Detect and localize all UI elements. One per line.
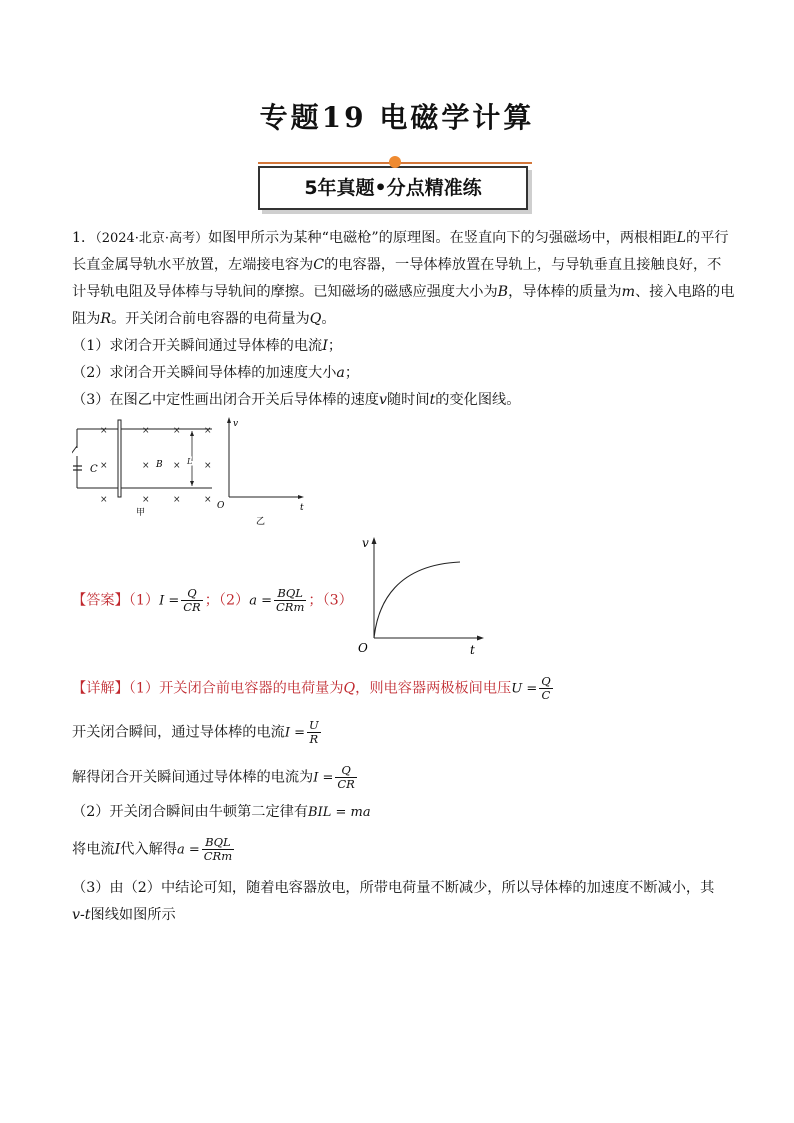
var-t: t	[429, 392, 436, 408]
var-v: v	[378, 392, 387, 408]
detail-line-3	[72, 764, 732, 791]
cross: ×	[204, 461, 212, 471]
section-banner	[258, 154, 532, 216]
detail-line-5	[72, 836, 732, 863]
detail-line-6	[72, 879, 732, 898]
problem-text: 。	[321, 311, 336, 327]
detail-fraction-2	[307, 719, 321, 746]
problem-text: 的电容器，一导体棒放置在导轨上，与导轨垂直且接触良好，不	[324, 257, 722, 273]
fraction-numerator: BQL	[274, 587, 306, 601]
detail-text: 代入解得	[120, 841, 177, 858]
detail-tag: 【详解】	[72, 680, 129, 697]
problem-source: （2024·北京·高考）	[95, 231, 209, 246]
var-vt: v-t	[72, 907, 91, 923]
var-I: I	[322, 338, 328, 354]
question-text: （1）求闭合开关瞬间通过导体棒的电流	[72, 338, 323, 354]
graph1-v-label: v	[233, 419, 239, 429]
var-a: a	[336, 365, 345, 381]
question-2	[72, 364, 732, 383]
answer-part-3: ；（3）	[308, 592, 353, 609]
detail-text: 解得闭合开关瞬间通过导体棒的电流为	[72, 769, 314, 786]
graph1-t-arrow	[298, 495, 304, 499]
caption-left: 甲	[136, 508, 146, 518]
fraction-denominator: CR	[183, 600, 201, 614]
problem-text: 。开关闭合前电容器的电荷量为	[111, 311, 310, 327]
question-3	[72, 391, 732, 410]
answer-fraction-1	[181, 587, 202, 614]
velocity-curve	[374, 562, 460, 638]
arrow-head-up	[190, 431, 194, 436]
problem-line-3	[72, 283, 735, 302]
var-L: L	[676, 230, 687, 246]
detail-text: （2）开关闭合瞬间由牛顿第二定律有	[72, 804, 309, 820]
cross: ×	[100, 495, 108, 505]
detail-eq: I =	[313, 770, 334, 786]
arrow-head-down	[190, 481, 194, 486]
answer-tag: 【答案】	[72, 592, 129, 609]
cross: ×	[204, 426, 212, 436]
detail-text: （3）由（2）中结论可知，随着电容器放电，所带电荷量不断减少，所以导体棒的加速度不断减小，其	[72, 880, 715, 896]
answer-eq-a: a =	[249, 593, 272, 609]
graph2-v-arrow	[372, 537, 377, 544]
detail-line-7	[72, 906, 732, 925]
var-I: I	[114, 841, 121, 858]
caption-right: 乙	[256, 517, 266, 527]
detail-line-1	[72, 675, 732, 702]
problem-text: 计导轨电阻及导体棒与导轨间的摩擦。已知磁场的磁感应强度大小为	[72, 284, 498, 300]
detail-line-2	[72, 719, 732, 746]
fraction-denominator: CRm	[276, 600, 305, 614]
detail-line-4	[72, 803, 732, 822]
fraction-numerator: Q	[181, 587, 202, 601]
detail-fraction-5	[202, 836, 234, 863]
detail-text: 开关闭合瞬间，通过导体棒的电流	[72, 724, 285, 741]
problem-text: 、接入电路的电	[635, 284, 735, 300]
detail-text: ，则电容器两极板间电压	[355, 680, 512, 697]
question-text: ；	[327, 338, 343, 354]
answer-part-2: ；（2）	[204, 592, 250, 609]
question-1	[72, 337, 732, 356]
answer-vt-graph	[352, 532, 492, 657]
banner-text: 5年真题•分点精准练	[304, 177, 482, 199]
var-Q: Q	[343, 680, 356, 697]
cross: ×	[204, 495, 212, 505]
conductor-bar	[118, 420, 121, 497]
answer-fraction-2	[274, 587, 306, 614]
var-m: m	[621, 284, 636, 300]
fraction-numerator: U	[309, 718, 319, 732]
answer-part-1: （1）	[128, 592, 160, 609]
detail-eq: a =	[176, 842, 200, 858]
problem-text: 的平行	[686, 230, 729, 246]
var-Q: Q	[309, 311, 322, 327]
problem-text: 如图甲所示为某种“电磁枪”的原理图。在竖直向下的匀强磁场中，两根相距	[208, 230, 677, 246]
fraction-denominator: CRm	[203, 849, 233, 863]
problem-line-1	[72, 229, 732, 248]
fraction-numerator: Q	[335, 764, 356, 778]
fraction-denominator: C	[541, 688, 551, 702]
fraction-denominator: R	[309, 732, 319, 746]
cross: ×	[173, 426, 181, 436]
detail-eq: U =	[511, 681, 538, 697]
cross: ×	[142, 461, 150, 471]
banner-dot-icon	[389, 156, 401, 168]
fraction-numerator: Q	[541, 674, 551, 688]
detail-eq: BIL = ma	[308, 805, 371, 820]
graph1-t-label: t	[300, 503, 304, 513]
detail-text: 将电流	[72, 841, 115, 858]
fraction-numerator: BQL	[202, 836, 234, 850]
cross: ×	[100, 461, 108, 471]
problem-text: 阻为	[72, 311, 101, 327]
banner-box	[258, 166, 528, 210]
question-text: （3）在图乙中定性画出闭合开关后导体棒的速度	[72, 392, 379, 408]
detail-eq: I =	[284, 725, 305, 741]
problem-text: ，导体棒的质量为	[508, 284, 622, 300]
cross: ×	[173, 495, 181, 505]
problem-text: 长直金属导轨水平放置，左端接电容为	[72, 257, 314, 273]
cross: ×	[173, 461, 181, 471]
label-C: C	[90, 464, 98, 475]
detail-text: 图线如图所示	[90, 907, 176, 923]
label-B: B	[156, 460, 163, 470]
cross: ×	[142, 495, 150, 505]
cross: ×	[100, 426, 108, 436]
detail-text: （1）开关闭合前电容器的电荷量为	[128, 680, 344, 697]
question-text: ；	[344, 365, 360, 381]
var-C: C	[313, 257, 325, 273]
switch-icon	[72, 446, 77, 454]
figure-rail-gun	[72, 412, 342, 532]
question-text: 随时间	[386, 392, 430, 408]
fraction-denominator: CR	[337, 777, 355, 791]
graph2-v-label: v	[362, 536, 369, 550]
problem-line-2	[72, 256, 732, 275]
problem-number: 1．	[72, 230, 96, 246]
answer-eq-I: I =	[159, 593, 180, 609]
var-R: R	[100, 311, 112, 327]
problem-line-4	[72, 310, 732, 329]
graph1-v-arrow	[227, 417, 231, 423]
detail-fraction-1	[539, 675, 552, 702]
question-text: （2）求闭合开关瞬间导体棒的加速度大小	[72, 365, 337, 381]
graph1-origin: O	[217, 501, 225, 511]
graph2-t-arrow	[477, 636, 484, 641]
detail-fraction-3	[335, 764, 356, 791]
graph2-t-label: t	[470, 643, 475, 657]
cross: ×	[142, 426, 150, 436]
graph2-origin: O	[358, 641, 368, 655]
label-L: L	[187, 457, 193, 466]
var-B: B	[497, 284, 509, 300]
page-title: 专题19 电磁学计算	[259, 101, 535, 134]
question-text: 的变化图线。	[435, 392, 521, 408]
